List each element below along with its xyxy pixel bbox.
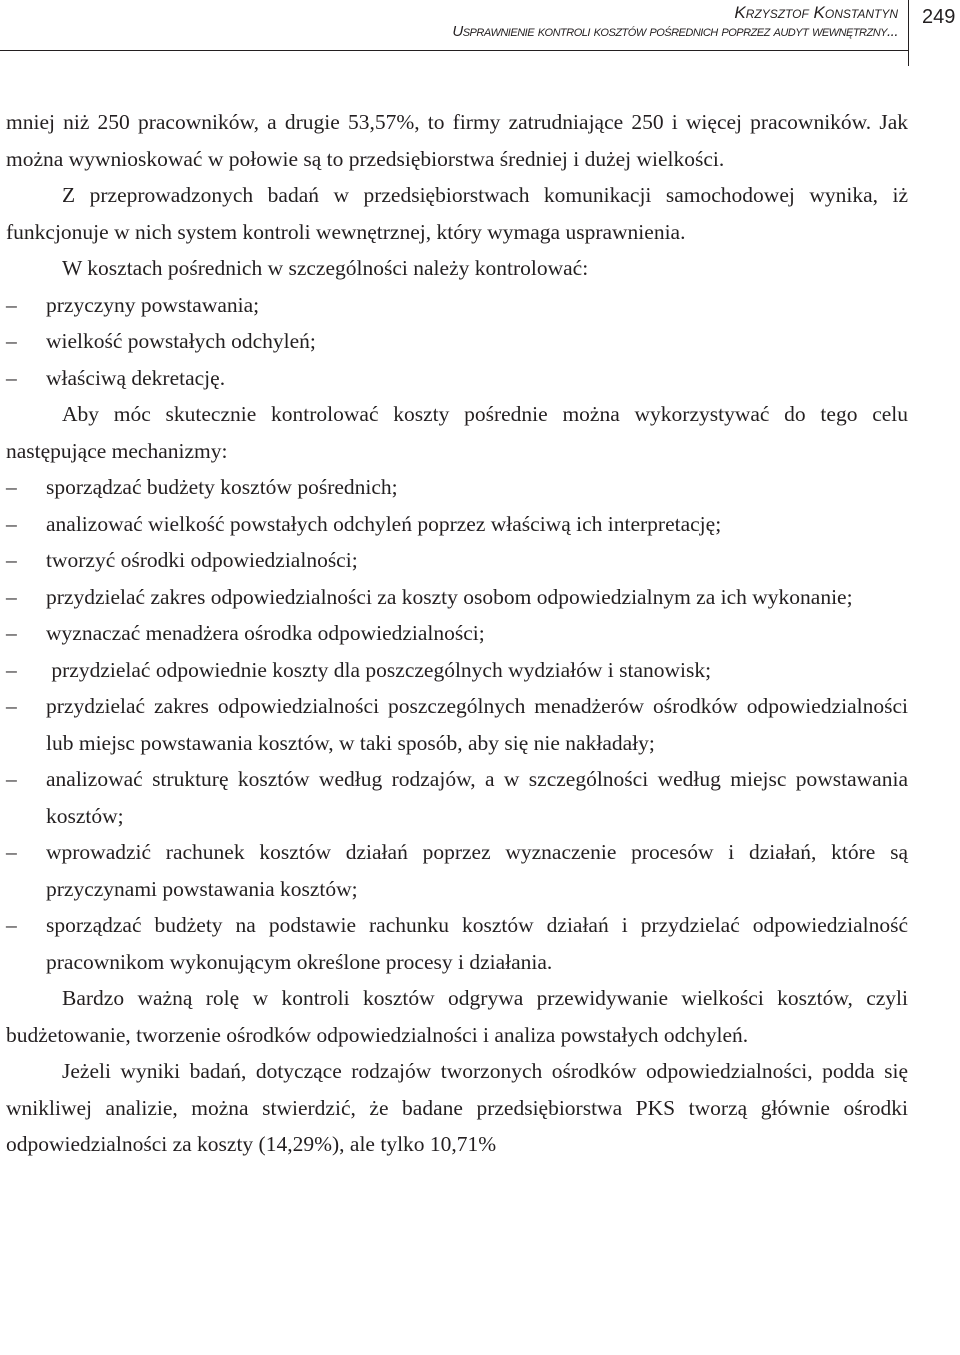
dash-bullet: – bbox=[6, 548, 17, 572]
paragraph: Jeżeli wyniki badań, dotyczące rodzajów tworzonych ośrodków odpowiedzialności, podda się wnikliwej analizie, można stwierdzić, że badane przedsiębiorstwa PKS tworzą głównie ośrodki odpowiedzialności za koszty (14,29%), ale tylko 10,71% bbox=[6, 1059, 908, 1156]
list-item-text: analizować wielkość powstałych odchyleń poprzez właściwą ich interpretację; bbox=[46, 511, 722, 536]
list-item bbox=[6, 907, 908, 980]
dash-bullet: – bbox=[6, 475, 17, 499]
list-item bbox=[6, 469, 908, 506]
list-item-text: sporządzać budżety kosztów pośrednich; bbox=[46, 475, 398, 499]
header-article-title: Usprawnienie kontroli kosztów pośrednich poprzez audyt wewnętrzny... bbox=[452, 23, 898, 40]
dash-bullet: – bbox=[6, 767, 17, 791]
list-item bbox=[6, 652, 908, 689]
dash-bullet: – bbox=[6, 621, 17, 645]
list-item-text: wyznaczać menadżera ośrodka odpowiedzialności; bbox=[46, 621, 485, 645]
list-item bbox=[6, 287, 908, 324]
list-item bbox=[6, 506, 908, 543]
list-item-text: wprowadzić rachunek kosztów działań poprzez wyznaczenie procesów i działań, które są przyczynami powstawania kosztów; bbox=[46, 840, 908, 901]
body-text bbox=[6, 104, 908, 1163]
paragraph: Z przeprowadzonych badań w przedsiębiorstwach komunikacji samochodowej wynika, iż funkcjonuje w nich system kontroli wewnętrznej, który wymaga usprawnienia. bbox=[6, 183, 908, 244]
dash-bullet: – bbox=[6, 657, 17, 682]
mechanisms-list bbox=[6, 469, 908, 980]
list-item-text: właściwą dekretację. bbox=[46, 365, 226, 390]
list-item bbox=[6, 834, 908, 907]
paragraph: Aby móc skutecznie kontrolować koszty pośrednie można wykorzystywać do tego celu następujące mechanizmy: bbox=[6, 402, 908, 463]
list-item-text: przydzielać odpowiednie koszty dla poszczególnych wydziałów i stanowisk; bbox=[46, 657, 712, 682]
header-vertical-divider bbox=[908, 0, 909, 66]
list-item bbox=[6, 542, 908, 579]
list-item bbox=[6, 761, 908, 834]
dash-bullet: – bbox=[6, 840, 17, 864]
list-item-text: sporządzać budżety na podstawie rachunku kosztów działań i przydzielać odpowiedzialność pracownikom wykonującym określone procesy i działania. bbox=[46, 913, 908, 974]
list-item bbox=[6, 360, 908, 397]
list-item bbox=[6, 323, 908, 360]
page-number: 249 bbox=[922, 6, 956, 28]
header-author: Krzysztof Konstantyn bbox=[734, 3, 898, 22]
list-item-text: przyczyny powstawania; bbox=[46, 292, 260, 317]
control-items-list bbox=[6, 287, 908, 397]
header-divider bbox=[0, 50, 908, 51]
dash-bullet: – bbox=[6, 694, 17, 718]
list-item-text: analizować strukturę kosztów według rodzajów, a w szczególności według miejsc powstawania kosztów; bbox=[46, 767, 908, 828]
dash-bullet: – bbox=[6, 329, 17, 353]
list-item-text: przydzielać zakres odpowiedzialności poszczególnych menadżerów ośrodków odpowiedzialności lub miejsc powstawania kosztów, w taki sposób, aby się nie nakładały; bbox=[46, 694, 908, 755]
dash-bullet: – bbox=[6, 365, 17, 390]
dash-bullet: – bbox=[6, 913, 17, 937]
paragraph: mniej niż 250 pracowników, a drugie 53,57%, to firmy zatrudniające 250 i więcej pracowników. Jak można wywnioskować w połowie są to przedsiębiorstwa średniej i dużej wielkości. bbox=[6, 110, 908, 171]
dash-bullet: – bbox=[6, 584, 17, 609]
list-item-text: przydzielać zakres odpowiedzialności za koszty osobom odpowiedzialnym za ich wykonanie; bbox=[46, 584, 853, 609]
list-item bbox=[6, 579, 908, 616]
paragraph: Bardzo ważną rolę w kontroli kosztów odgrywa przewidywanie wielkości kosztów, czyli budżetowanie, tworzenie ośrodków odpowiedzialności i analiza powstałych odchyleń. bbox=[6, 986, 908, 1047]
list-item-text: tworzyć ośrodki odpowiedzialności; bbox=[46, 548, 358, 572]
running-header bbox=[0, 0, 960, 70]
list-item-text: wielkość powstałych odchyleń; bbox=[46, 329, 316, 353]
list-item bbox=[6, 615, 908, 652]
dash-bullet: – bbox=[6, 511, 17, 536]
dash-bullet: – bbox=[6, 292, 17, 317]
paragraph: W kosztach pośrednich w szczególności należy kontrolować: bbox=[62, 256, 589, 280]
list-item bbox=[6, 688, 908, 761]
